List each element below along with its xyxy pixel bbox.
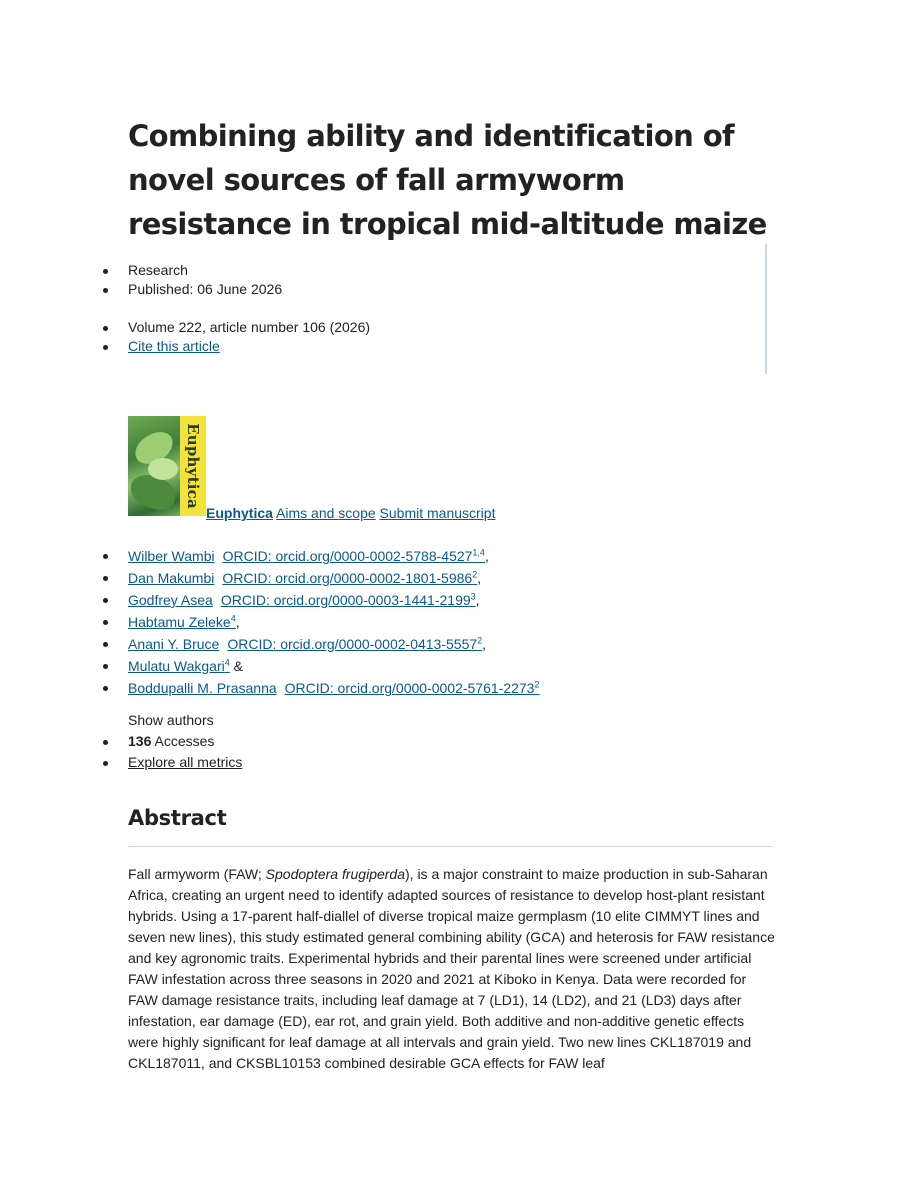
article-title: Combining ability and identification of novel sources of fall armyworm resistance in tropical mid-altitude maize (128, 119, 767, 241)
affiliation-sup: 4 (224, 657, 230, 668)
orcid-link[interactable]: ORCID: orcid.org/0000-0002-5761-2273$^2$ (284, 679, 540, 696)
article-citation-list (0, 318, 700, 356)
accesses-label: Accesses (151, 733, 215, 749)
author-name-link[interactable]: Anani Y. Bruce (128, 636, 220, 652)
affiliation-sup: 2 (534, 679, 540, 690)
author-item (0, 545, 760, 567)
metrics-list (0, 731, 700, 773)
abstract-text: Fall armyworm (FAW; Spodoptera frugiperda), is a major constraint to maize production in sub-Saharan Africa, creating an urgent need to identify adapted sources of resistance to develop host-plant resistant hybrids. Using a 17-parent half-diallel of diverse tropical maize germplasm (10 elite CIMMYT lines and seven new lines), this study estimated general combining ability (GCA) and heterosis for FAW resistance and key agronomic traits. Experimental hybrids and their parental lines were screened under artificial FAW infestation across three seasons in 2020 and 2021 at Kiboko in Kenya. Data were recorded for FAW damage resistance traits, including leaf damage at 7 (LD1), 14 (LD2), and 21 (LD3) days after infestation, ear damage (ED), ear rot, and grain yield. Both additive and non-additive genetic effects were highly significant for leaf damage at all intervals and grain yield. Two new lines CKL187019 and CKL187011, and CKSBL10153 combined desirable GCA effects for FAW leaf (128, 866, 775, 1071)
author-list (0, 545, 760, 699)
orcid-link[interactable]: ORCID: orcid.org/0000-0002-5788-4527$^{1,4}$ (222, 547, 485, 564)
orcid-link[interactable]: ORCID: orcid.org/0000-0003-1441-2199$^3$ (220, 591, 476, 608)
cite-item (0, 337, 700, 356)
submit-manuscript-link[interactable]: Submit manuscript (379, 505, 496, 521)
author-item (0, 567, 760, 589)
author-name-link[interactable]: Dan Makumbi (128, 570, 215, 586)
article-meta-list (0, 261, 700, 299)
author-separator: & (229, 658, 243, 674)
author-item (0, 589, 760, 611)
orcid-link[interactable]: ORCID: orcid.org/0000-0002-0413-5557$^2$ (227, 635, 483, 652)
orcid-link[interactable]: ORCID: orcid.org/0000-0002-1801-5986$^2$ (222, 569, 478, 586)
author-name-link[interactable]: Boddupalli M. Prasanna (128, 680, 277, 696)
author-name-link[interactable]: Mulatu Wakgari$^4$ (128, 657, 230, 674)
species-name: Spodoptera frugiperda (265, 866, 405, 882)
journal-cover-image[interactable] (128, 416, 206, 516)
author-name-link[interactable]: Habtamu Zeleke$^4$ (128, 613, 236, 630)
cover-title: Euphytica (184, 423, 203, 509)
author-separator: , (235, 614, 240, 630)
journal-links (206, 504, 495, 523)
journal-name-link[interactable]: Euphytica (206, 505, 273, 521)
cite-link[interactable]: Cite this article (128, 338, 220, 354)
volume-info: Volume 222, article number 106 (2026) (0, 318, 700, 337)
affiliation-sup: 2 (472, 569, 478, 580)
author-separator: , (475, 592, 480, 608)
affiliation-sup: 2 (477, 635, 483, 646)
explore-item (0, 752, 700, 773)
affiliation-sup: 1,4 (472, 547, 485, 558)
accesses-count: 136 (128, 733, 152, 749)
article-type: Research (0, 261, 700, 280)
author-name-link[interactable]: Godfrey Asea (128, 592, 213, 608)
side-divider (765, 244, 767, 374)
author-item (0, 677, 760, 699)
author-separator: , (477, 570, 482, 586)
author-item (0, 633, 760, 655)
affiliation-sup: 3 (470, 591, 476, 602)
author-item (0, 611, 760, 633)
author-separator: , (482, 636, 487, 652)
published-date: Published: 06 June 2026 (0, 280, 700, 299)
show-authors-toggle[interactable]: Show authors (128, 712, 214, 728)
author-name-link[interactable]: Wilber Wambi (128, 548, 215, 564)
abstract-heading: Abstract (128, 806, 227, 830)
cover-title-strip (180, 416, 206, 516)
affiliation-sup: 4 (230, 613, 236, 624)
author-separator: , (484, 548, 489, 564)
cover-leaf-art (148, 458, 178, 480)
explore-metrics-link[interactable]: Explore all metrics (128, 754, 243, 770)
aims-scope-link[interactable]: Aims and scope (276, 505, 376, 521)
abstract-rule (128, 846, 773, 847)
author-item (0, 655, 760, 677)
accesses-item (0, 731, 700, 752)
